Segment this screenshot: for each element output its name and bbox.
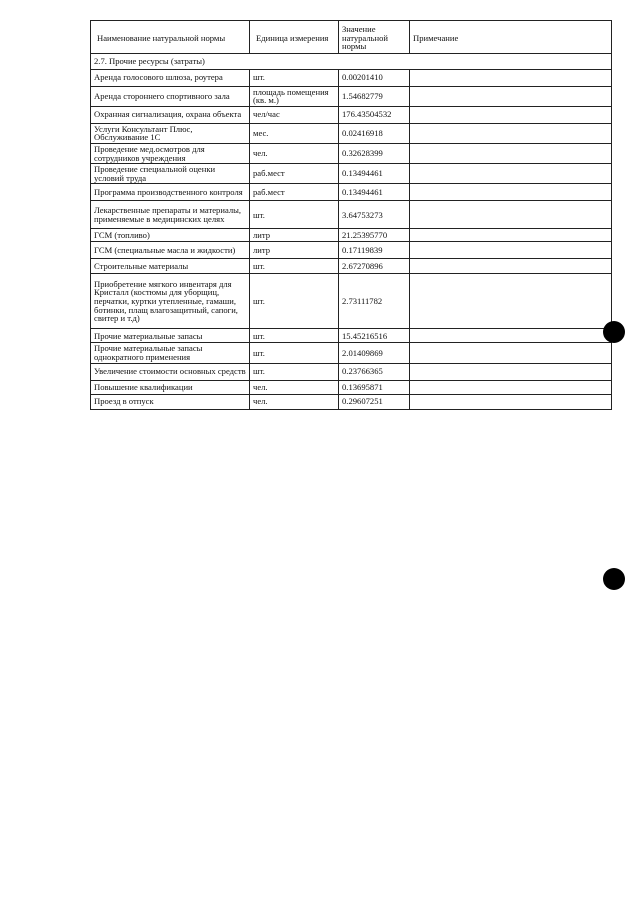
row-unit-cell: чел. xyxy=(250,380,339,394)
row-note-cell xyxy=(410,329,612,343)
row-name-cell: Приобретение мягкого инвентаря для Кристалл (костюмы для уборщиц, перчатки, куртки утепленные, гамаши, ботинки, плащ влагозащитный, сапоги, свитер и т.д) xyxy=(91,274,250,329)
row-note-cell xyxy=(410,201,612,229)
row-unit-cell: шт. xyxy=(250,274,339,329)
row-value-cell: 0.29607251 xyxy=(339,394,410,409)
row-unit-cell: шт. xyxy=(250,363,339,380)
row-name-cell: Проезд в отпуск xyxy=(91,394,250,409)
row-unit-cell: шт. xyxy=(250,343,339,363)
punch-hole-lower xyxy=(603,568,625,590)
row-name-cell: Прочие материальные запасы xyxy=(91,329,250,343)
row-unit-cell: литр xyxy=(250,229,339,242)
row-unit-cell: раб.мест xyxy=(250,184,339,201)
row-note-cell xyxy=(410,229,612,242)
row-unit-cell: мес. xyxy=(250,123,339,143)
table-row xyxy=(91,69,612,86)
row-note-cell xyxy=(410,394,612,409)
row-unit-cell: шт. xyxy=(250,329,339,343)
row-note-cell xyxy=(410,164,612,184)
row-name-cell: Охранная сигнализация, охрана объекта xyxy=(91,106,250,123)
row-value-cell: 15.45216516 xyxy=(339,329,410,343)
table-row xyxy=(91,394,612,409)
row-unit-cell: чел. xyxy=(250,143,339,163)
table-row xyxy=(91,343,612,363)
table-row xyxy=(91,259,612,274)
row-name-cell: Прочие материальные запасы однократного применения xyxy=(91,343,250,363)
punch-hole-upper xyxy=(603,321,625,343)
row-value-cell: 0.13494461 xyxy=(339,164,410,184)
header-note: Примечание xyxy=(410,21,612,54)
header-unit: Единица измерения xyxy=(250,21,339,54)
table-row xyxy=(91,363,612,380)
row-value-cell: 0.17119839 xyxy=(339,242,410,259)
table-row xyxy=(91,201,612,229)
row-note-cell xyxy=(410,86,612,106)
row-name-cell: Увеличение стоимости основных средств xyxy=(91,363,250,380)
table-row xyxy=(91,106,612,123)
row-unit-cell: шт. xyxy=(250,201,339,229)
row-note-cell xyxy=(410,343,612,363)
row-unit-cell: площадь помещения (кв. м.) xyxy=(250,86,339,106)
row-value-cell: 0.00201410 xyxy=(339,69,410,86)
row-name-cell: Проведение мед.осмотров для сотрудников учреждения xyxy=(91,143,250,163)
table-row xyxy=(91,329,612,343)
row-value-cell: 0.02416918 xyxy=(339,123,410,143)
row-value-cell: 2.01409869 xyxy=(339,343,410,363)
row-note-cell xyxy=(410,184,612,201)
section-title: 2.7. Прочие ресурсы (затраты) xyxy=(91,54,612,70)
table-row xyxy=(91,143,612,163)
row-value-cell: 0.13494461 xyxy=(339,184,410,201)
row-name-cell: Аренда голосового шлюза, роутера xyxy=(91,69,250,86)
row-name-cell: Услуги Консультант Плюс, Обслуживание 1С xyxy=(91,123,250,143)
table-row xyxy=(91,274,612,329)
row-note-cell xyxy=(410,106,612,123)
row-note-cell xyxy=(410,123,612,143)
row-note-cell xyxy=(410,274,612,329)
row-value-cell: 0.13695871 xyxy=(339,380,410,394)
table-row xyxy=(91,380,612,394)
row-value-cell: 176.43504532 xyxy=(339,106,410,123)
row-name-cell: Программа производственного контроля xyxy=(91,184,250,201)
header-name: Наименование натуральной нормы xyxy=(91,21,250,54)
row-name-cell: Аренда стороннего спортивного зала xyxy=(91,86,250,106)
row-note-cell xyxy=(410,242,612,259)
row-unit-cell: литр xyxy=(250,242,339,259)
row-value-cell: 21.25395770 xyxy=(339,229,410,242)
section-row xyxy=(91,54,612,70)
row-value-cell: 0.32628399 xyxy=(339,143,410,163)
row-name-cell: ГСМ (топливо) xyxy=(91,229,250,242)
row-note-cell xyxy=(410,143,612,163)
row-unit-cell: шт. xyxy=(250,259,339,274)
row-value-cell: 2.67270896 xyxy=(339,259,410,274)
table-row xyxy=(91,229,612,242)
row-note-cell xyxy=(410,259,612,274)
row-unit-cell: шт. xyxy=(250,69,339,86)
table-row xyxy=(91,123,612,143)
row-value-cell: 2.73111782 xyxy=(339,274,410,329)
table-row xyxy=(91,242,612,259)
row-value-cell: 0.23766365 xyxy=(339,363,410,380)
row-value-cell: 3.64753273 xyxy=(339,201,410,229)
row-note-cell xyxy=(410,69,612,86)
row-note-cell xyxy=(410,363,612,380)
table-row xyxy=(91,86,612,106)
row-note-cell xyxy=(410,380,612,394)
row-name-cell: Проведение специальной оценки условий труда xyxy=(91,164,250,184)
table-row xyxy=(91,184,612,201)
row-unit-cell: раб.мест xyxy=(250,164,339,184)
row-name-cell: Строительные материалы xyxy=(91,259,250,274)
table-row xyxy=(91,164,612,184)
norms-table xyxy=(90,20,612,410)
row-name-cell: ГСМ (специальные масла и жидкости) xyxy=(91,242,250,259)
row-unit-cell: чел. xyxy=(250,394,339,409)
row-name-cell: Повышение квалификации xyxy=(91,380,250,394)
row-name-cell: Лекарственные препараты и материалы, применяемые в медицинских целях xyxy=(91,201,250,229)
row-value-cell: 1.54682779 xyxy=(339,86,410,106)
row-unit-cell: чел/час xyxy=(250,106,339,123)
header-value: Значение натуральной нормы xyxy=(339,21,410,54)
header-row xyxy=(91,21,612,54)
